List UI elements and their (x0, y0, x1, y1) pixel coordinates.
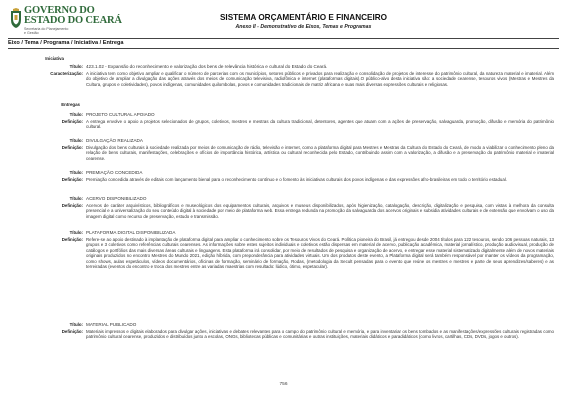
page-number: 756 (279, 382, 288, 387)
entrega-3-definicao: Premiação concedida através de editais com lançamento bienal para o reconhecimento contínuo e o fomento às iniciativas culturais dos povos indígenas e das expressões afro-brasileiras em todo o território estadual. (86, 176, 508, 182)
logo-line-3a: Secretaria do Planejamento (24, 27, 69, 31)
breadcrumb-divider (8, 48, 559, 49)
caracterizacao-text: A iniciativa tem como objetivo ampliar e qualificar o número de parcerias com os municípios, setores públicos e privados para realização e consolidação de projetos de interesse do patrimônio cultural, da natureza material e imaterial. Além do objetivo de ampliar a divulgação das ações através dos meios de comunicação televisiva, radiofônica e internet (plataformas digitais).O público-alvo desta iniciativa são: a sociedade cearense, tesouros vivos (Mestras e Mestres da Cultura, grupos e coletividades), povos indígenas, comunidades quilombolas, povos e comunidades tradicionais de matriz africana e suas mais diversas expressões culturais e religiosas. (86, 70, 554, 87)
page-header (0, 0, 567, 38)
breadcrumb: Eixo / Tema / Programa / Iniciativa / Entrega (8, 40, 124, 46)
entrega-5-definicao: Refere-se ao apoio destinado à implantação de plataforma digital para ampliar o conhecimento sobre os Tesouros Vivos do Ceará. Política pioneira do Brasil, já entregou desde 2004 títulos para 122 tesouros, sendo 106 pessoas naturais, 13 grupos e 3 coletivos como referências culturais cearenses. As informações sobre estes sujeitos individuais e coletivos estão dispersas em material de acervo, publicação acadêmica, material jornalístico, produção audiovisual, produção de catálogos e portfólios das mais diversas áreas culturais e linguagens. Esta plataforma irá consolidar, por meio de resultados de pesquisa e organização de acervo, e entregar esse material sistematizado digitalmente além de novos materiais originais produzidos no encontro Mestres do Mundo 2021, edição híbrida, com preponderância para atividades virtuais. Um dos produtos deste evento, a Plataforma digital será também responsável por manter os vídeos da programação, como shows, aulas espetáculos, vídeos documentários, ofícinas de formação, seminário de formação, Rodas, (metodologia da Secult pensadas para o evento que reúne os mestres e mestres e parte de seus aprendizes/saberes) e as terreiradas (eventos do encontro e troca dos mestres entre as variadas maestrias com resultado: lúdico, ótimo, espetacular). (86, 236, 554, 270)
entrega-4-titulo-label: Título: (69, 196, 83, 201)
logo-line-2: ESTADO DO CEARÁ (24, 14, 122, 26)
entrega-6-titulo: MATERIAL PUBLICADO (86, 322, 137, 327)
entrega-2-definicao-label: Definição: (61, 145, 83, 150)
annex-title: Anexo II - Demonstrativo de Eixos, Temas e Programas (235, 24, 372, 30)
logo-line-1: GOVERNO DO (24, 5, 95, 16)
entrega-5-definicao-label: Definição: (61, 237, 83, 242)
entrega-5-titulo-label: Título: (69, 230, 83, 235)
entrega-4-definicao: Acervos de caráter arquivísticos, bibliográficos e museológicos dos equipamentos culturais, arquivos e museus disponibilizados, após higienização, catalogação, descrição, digitalização e pesquisa, com vistas à melhora da consulta presencial e a universalização do seu conteúdo digital à sociedade por meio de plataforma web. Essa entrega redunda na promoção da salvaguarda dos acervos originais e subsidia atividades culturais e de extensão que envolvam o uso da imagem digital como recurso de preservação, estudo e transmissão. (86, 202, 554, 219)
entrega-6-definicao-label: Definição: (61, 329, 83, 334)
iniciativa-titulo-label: Título: (69, 64, 83, 69)
entrega-4-titulo: ACERVO DISPONIBILIZADO (86, 196, 147, 201)
entrega-3-titulo-label: Título: (69, 170, 83, 175)
iniciativa-titulo: 423.1.02 - Expansão do reconhecimento e valorização dos bens de relevância histórica e cultural do Estado do Ceará. (86, 64, 328, 69)
logo-line-3b: e Gestão (24, 31, 39, 36)
entrega-6-definicao: Materiais impressos e digitais elaborados para divulgar ações, iniciativas e debates relevantes para o campo do patrimônio cultural e memória, e para inventariar os bens tombados e as manifestações/expressões culturais registradas como patrimônio cultural cearense, produzidos e distribuídos junto a escolas, ONGs, bibliotecas públicas e comunitárias e outras instituições, materiais didáticos e paradidáticos (como livros, cartilhas, CDs, DVDs, jogos e outros). (86, 328, 554, 340)
entrega-1-definicao-label: Definição: (61, 119, 83, 124)
entrega-6-titulo-label: Título: (69, 322, 83, 327)
entrega-1-titulo: PROJETO CULTURAL APOIADO (86, 112, 155, 117)
entrega-1-titulo-label: Título: (69, 112, 83, 117)
entrega-3-definicao-label: Definição: (61, 177, 83, 182)
entrega-4-definicao-label: Definição: (61, 203, 83, 208)
entrega-5-titulo: PLATAFORMA DIGITAL DISPONIBILIZADA (86, 230, 176, 235)
entregas-section-label: Entregas (61, 102, 80, 107)
entrega-2-titulo-label: Título: (69, 138, 83, 143)
entrega-2-titulo: DIVULGAÇÃO REALIZADA (86, 138, 143, 143)
header-divider (8, 38, 559, 39)
entrega-1-definicao: A entrega envolve o apoio a projetos selecionados de grupos, coletivos, mestres e mestras da cultura tradicional, detentores, agentes que atuam com a ações de preservação, salvaguarda, promoção, difusão e memória do patrimônio cultural. (86, 118, 554, 130)
caracterizacao-label: Caracterização: (50, 71, 83, 76)
entrega-3-titulo: PREMIAÇÃO CONCEDIDA (86, 170, 143, 175)
iniciativa-section-label: Iniciativa (45, 56, 64, 61)
system-title: SISTEMA ORÇAMENTÁRIO E FINANCEIRO (219, 13, 388, 22)
entrega-2-definicao: Divulgação dos bens culturais à sociedade realizada por meios de comunicação de rádio, televisão e internet, como a plataforma digital para Mestres e Mestras da Cultura do Estado do Ceará, de modo a viabilizar o conhecimento pleno da relação de bens culturais, manifestações, celebrações e ofícios de importância histórica, artística ou cultural reconhecida pelo Estado, contribuindo assim com a valorização, a difusão e a preservação do patrimônio material e imaterial cearense. (86, 144, 554, 161)
